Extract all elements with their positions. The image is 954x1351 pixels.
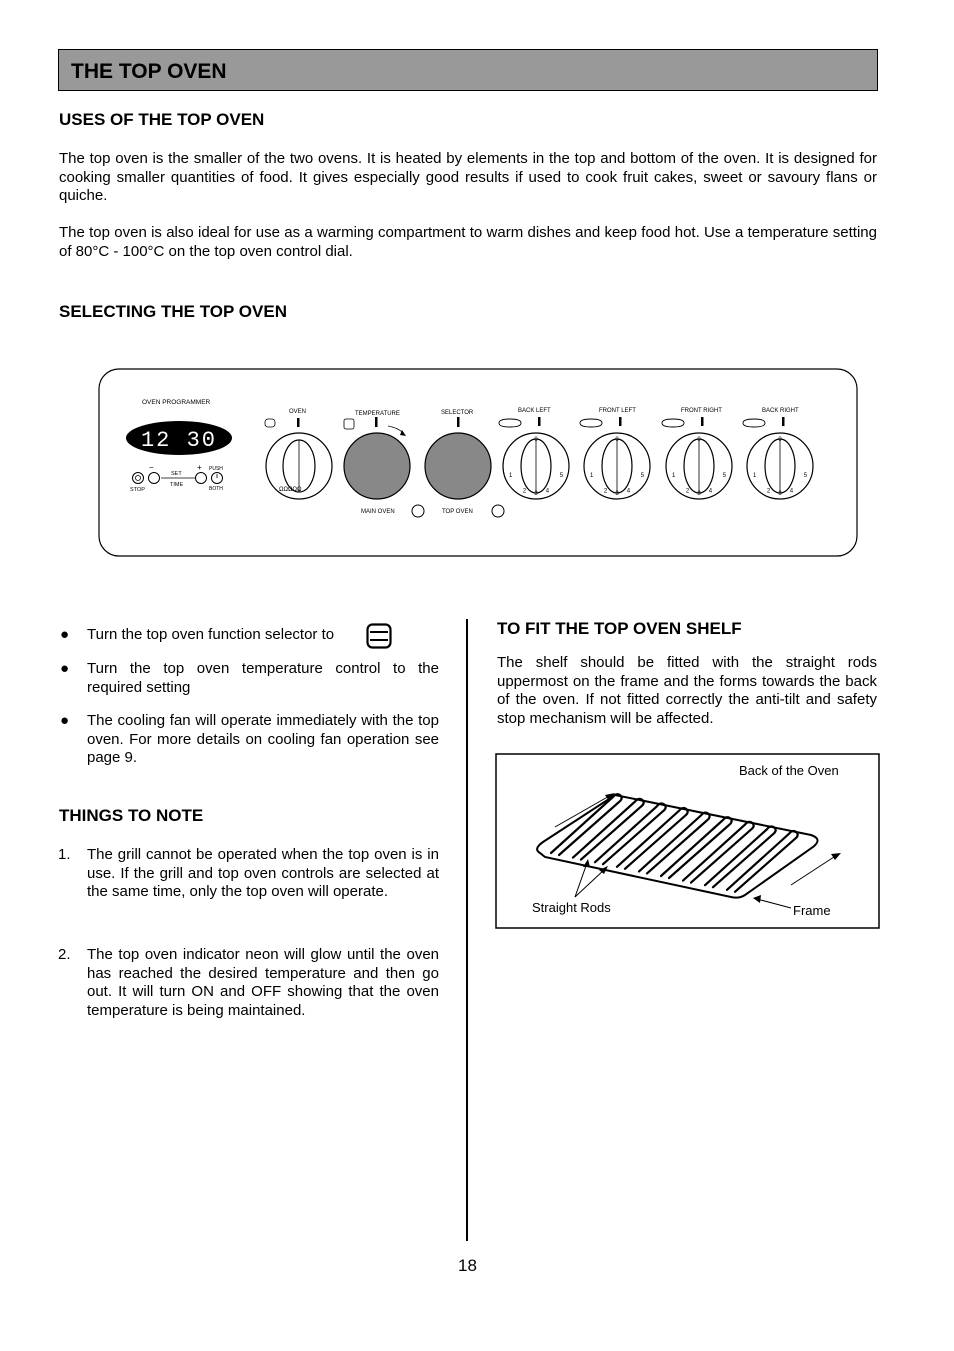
front-left-hob-position-icon <box>580 419 602 427</box>
bullet-item <box>58 712 439 772</box>
set-label: SET <box>171 471 182 477</box>
back-right-label: BACK RIGHT <box>762 408 799 414</box>
dial-mark: 0 <box>778 437 782 443</box>
programmer-label: OVEN PROGRAMMER <box>142 399 211 406</box>
thermometer-icon <box>344 419 354 429</box>
oven-function-dial[interactable] <box>266 433 332 499</box>
note-item <box>58 946 439 1026</box>
dial-mark: 3 <box>778 491 782 497</box>
column-divider <box>466 619 468 1241</box>
oven-light-icon <box>265 419 275 427</box>
dial-mark: 5 <box>640 473 645 480</box>
plus-label: + <box>197 463 202 472</box>
back-left-indicator <box>538 417 541 426</box>
main-oven-label: MAIN OVEN <box>361 509 395 515</box>
dial-mark: 2 <box>522 488 527 495</box>
dial-mark: 2 <box>685 488 690 495</box>
shelf-heading: TO FIT THE TOP OVEN SHELF <box>497 619 742 638</box>
straight-rods-label: Straight Rods <box>532 900 611 915</box>
front-right-indicator <box>701 417 704 426</box>
uses-heading: USES OF THE TOP OVEN <box>59 110 265 129</box>
dial-mark: 4 <box>708 488 713 495</box>
main-oven-neon <box>412 505 424 517</box>
dial-mark: 3 <box>697 491 701 497</box>
dial-mark: 2 <box>603 488 608 495</box>
note-number: 1. <box>58 846 71 863</box>
minus-button[interactable] <box>149 473 160 484</box>
dial-mark: 1 <box>508 473 513 480</box>
top-oven-label: TOP OVEN <box>442 509 473 515</box>
note-text: The grill cannot be operated when the top oven is in use. If the grill and top oven controls are selected at the same time, only the top oven will operate. <box>87 846 439 900</box>
oven-label: OVEN <box>289 409 307 415</box>
shelf-paragraph: The shelf should be fitted with the straight rods uppermost on the frame and the forms towards the back of the oven. If not fitted correctly the anti-tilt and safety stop mechanism will be affected. <box>497 654 877 727</box>
dial-mark: 0 <box>697 437 701 443</box>
bullet-dot: ● <box>60 626 70 643</box>
top-oven-neon <box>492 505 504 517</box>
dial-mark: 5 <box>722 473 727 480</box>
page-number: 18 <box>458 1256 477 1275</box>
temperature-label: TEMPERATURE <box>355 411 400 417</box>
back-left-label: BACK LEFT <box>518 408 551 414</box>
time-label: TIME <box>170 482 184 488</box>
display-time: 12 30 <box>140 428 218 453</box>
stop-button[interactable] <box>133 473 144 484</box>
front-right-label: FRONT RIGHT <box>681 408 722 414</box>
selector-label: SELECTOR <box>441 410 474 416</box>
shelf-diagram <box>495 753 880 930</box>
note-item <box>58 846 439 926</box>
dial-mark: 4 <box>545 488 550 495</box>
note-number: 2. <box>58 946 71 963</box>
dial-mark: 5 <box>559 473 564 480</box>
frame-label: Frame <box>793 903 831 918</box>
dial-mark: 0 <box>534 437 538 443</box>
dial-mark: 1 <box>752 473 757 480</box>
dial-mark: 5 <box>803 473 808 480</box>
back-left-hob-position-icon <box>499 419 521 427</box>
bullet-item <box>58 660 439 700</box>
dial-mark: 2 <box>766 488 771 495</box>
both-label: BOTH <box>209 486 223 492</box>
back-right-indicator <box>782 417 785 426</box>
page-title: THE TOP OVEN <box>71 60 227 83</box>
control-panel-diagram <box>96 366 860 560</box>
stop-label: STOP <box>130 487 145 493</box>
uses-paragraph-1: The top oven is the smaller of the two ovens. It is heated by elements in the top and bottom of the oven. It is designed for cooking smaller quantities of food. It gives especially good results if used to cook fruit cakes, sweet or savoury flans or quiche. <box>59 150 877 204</box>
bullet-text: Turn the top oven function selector to <box>87 626 335 643</box>
bullet-dot: ● <box>60 660 70 677</box>
front-left-label: FRONT LEFT <box>599 408 636 414</box>
dial-mark: 1 <box>589 473 594 480</box>
bullet-text: Turn the top oven temperature control to the required setting <box>87 660 439 696</box>
back-right-hob-position-icon <box>743 419 765 427</box>
dial-mark: 3 <box>615 491 619 497</box>
svg-text:ΩΩΩΩΩ: ΩΩΩΩΩ <box>279 487 302 493</box>
dial-mark: 1 <box>671 473 676 480</box>
push-label: PUSH <box>209 466 223 472</box>
plus-button[interactable] <box>196 473 207 484</box>
page-title-bar <box>58 49 878 91</box>
bullet-dot: ● <box>60 712 70 729</box>
minus-label: − <box>149 463 154 472</box>
dial-mark: 0 <box>615 437 619 443</box>
bullet-text: The cooling fan will operate immediately with the top oven. For more details on cooling fan operation see page 9. <box>87 712 439 766</box>
selector-dial[interactable] <box>425 433 491 499</box>
selecting-heading: SELECTING THE TOP OVEN <box>59 302 287 321</box>
push-both-button[interactable] <box>212 473 223 484</box>
top-oven-function-icon <box>366 623 392 649</box>
note-text: The top oven indicator neon will glow until the oven has reached the desired temperature and then go out. It will turn ON and OFF showing that the oven temperature is being maintained. <box>87 946 439 1019</box>
front-right-hob-position-icon <box>662 419 684 427</box>
front-left-indicator <box>619 417 622 426</box>
dial-mark: 4 <box>789 488 794 495</box>
notes-heading: THINGS TO NOTE <box>59 806 204 825</box>
programmer-display <box>126 421 232 455</box>
dial-mark: 4 <box>626 488 631 495</box>
temperature-dial[interactable] <box>344 433 410 499</box>
dial-mark: 3 <box>534 491 538 497</box>
back-of-oven-label: Back of the Oven <box>739 763 839 778</box>
uses-paragraph-2: The top oven is also ideal for use as a warming compartment to warm dishes and keep food hot. Use a temperature setting of 80°C - 100°C on the top oven control dial. <box>59 224 877 260</box>
